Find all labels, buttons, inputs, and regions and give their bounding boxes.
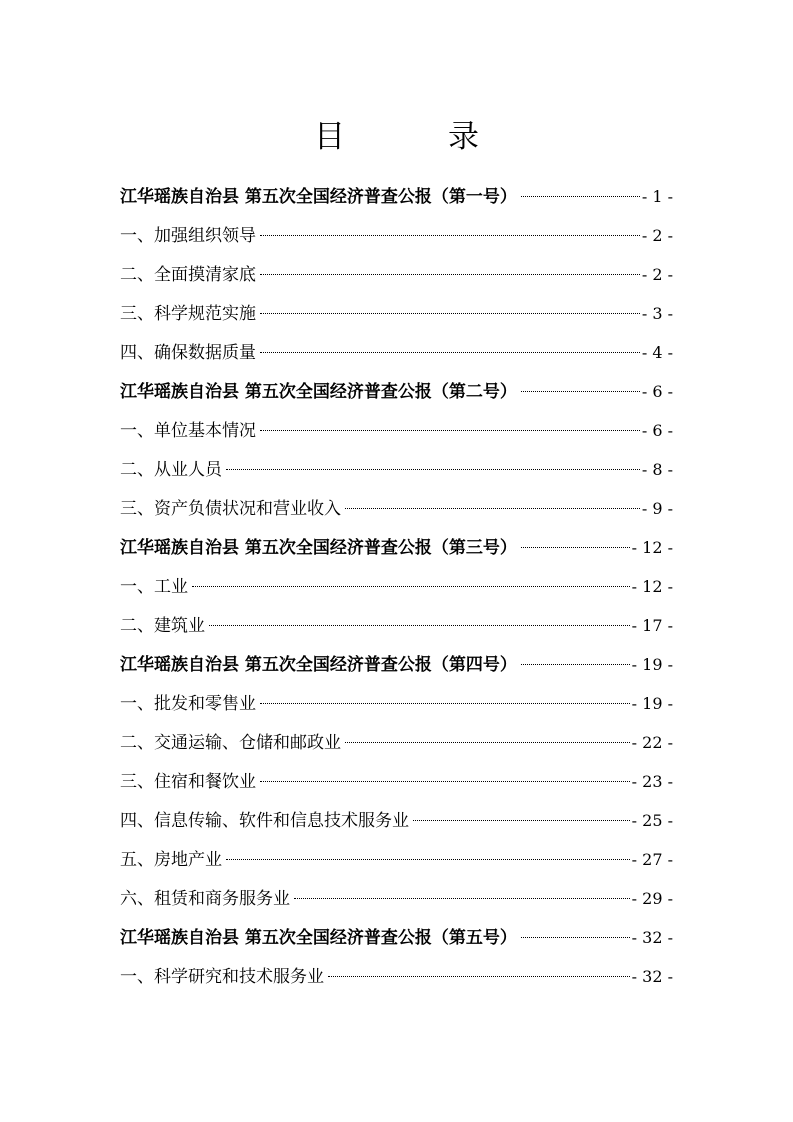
toc-dot-leader xyxy=(521,196,640,197)
toc-dot-leader xyxy=(260,235,640,236)
toc-entry-text: 二、交通运输、仓储和邮政业 xyxy=(120,733,341,753)
toc-entry[interactable] xyxy=(120,762,673,801)
toc-page-number: - 2 - xyxy=(641,226,673,245)
toc-page-number: - 12 - xyxy=(631,538,673,557)
toc-entry[interactable] xyxy=(120,294,673,333)
toc-entry-text: 一、科学研究和技术服务业 xyxy=(120,967,324,987)
table-of-contents xyxy=(120,177,673,996)
toc-page-number: - 12 - xyxy=(631,577,673,596)
toc-entry-text: 三、资产负债状况和营业收入 xyxy=(120,499,341,519)
toc-dot-leader xyxy=(209,625,630,626)
toc-entry-text: 江华瑶族自治县 第五次全国经济普查公报（第三号） xyxy=(120,538,517,558)
toc-dot-leader xyxy=(345,508,640,509)
toc-dot-leader xyxy=(226,859,630,860)
toc-page-number: - 25 - xyxy=(631,811,673,830)
toc-page-number: - 2 - xyxy=(641,265,673,284)
toc-entry-text: 二、全面摸清家底 xyxy=(120,265,256,285)
toc-page-number: - 17 - xyxy=(631,616,673,635)
toc-entry-text: 三、科学规范实施 xyxy=(120,304,256,324)
toc-entry[interactable] xyxy=(120,411,673,450)
toc-dot-leader xyxy=(260,703,630,704)
toc-page-number: - 29 - xyxy=(631,889,673,908)
toc-title: 目 录 xyxy=(314,119,515,155)
toc-page-number: - 1 - xyxy=(641,187,673,206)
toc-page-number: - 6 - xyxy=(641,421,673,440)
toc-page-number: - 19 - xyxy=(631,694,673,713)
toc-entry[interactable] xyxy=(120,489,673,528)
toc-entry[interactable] xyxy=(120,957,673,996)
toc-entry-text: 江华瑶族自治县 第五次全国经济普查公报（第五号） xyxy=(120,928,517,948)
toc-entry-text: 四、信息传输、软件和信息技术服务业 xyxy=(120,811,409,831)
toc-entry-text: 一、加强组织领导 xyxy=(120,226,256,246)
toc-entry[interactable] xyxy=(120,255,673,294)
toc-dot-leader xyxy=(521,391,640,392)
toc-entry-text: 江华瑶族自治县 第五次全国经济普查公报（第二号） xyxy=(120,382,517,402)
toc-entry[interactable] xyxy=(120,840,673,879)
toc-page-number: - 6 - xyxy=(641,382,673,401)
toc-entry-text: 江华瑶族自治县 第五次全国经济普查公报（第一号） xyxy=(120,187,517,207)
toc-page-number: - 4 - xyxy=(641,343,673,362)
toc-entry-text: 三、住宿和餐饮业 xyxy=(120,772,256,792)
toc-entry[interactable] xyxy=(120,606,673,645)
toc-heading-entry[interactable] xyxy=(120,372,673,411)
toc-dot-leader xyxy=(521,664,630,665)
toc-entry-text: 一、单位基本情况 xyxy=(120,421,256,441)
toc-entry-text: 六、租赁和商务服务业 xyxy=(120,889,290,909)
toc-entry-text: 一、工业 xyxy=(120,577,188,597)
toc-entry-text: 五、房地产业 xyxy=(120,850,222,870)
toc-dot-leader xyxy=(192,586,630,587)
toc-entry[interactable] xyxy=(120,567,673,606)
toc-entry[interactable] xyxy=(120,216,673,255)
toc-entry[interactable] xyxy=(120,450,673,489)
toc-dot-leader xyxy=(260,430,640,431)
toc-page-number: - 22 - xyxy=(631,733,673,752)
toc-dot-leader xyxy=(521,937,630,938)
toc-dot-leader xyxy=(328,976,630,977)
toc-dot-leader xyxy=(226,469,640,470)
toc-page-number: - 27 - xyxy=(631,850,673,869)
toc-dot-leader xyxy=(260,352,640,353)
toc-entry-text: 四、确保数据质量 xyxy=(120,343,256,363)
toc-heading-entry[interactable] xyxy=(120,918,673,957)
toc-page-number: - 8 - xyxy=(641,460,673,479)
toc-page-number: - 32 - xyxy=(631,967,673,986)
toc-dot-leader xyxy=(345,742,630,743)
toc-dot-leader xyxy=(260,781,630,782)
toc-entry-text: 一、批发和零售业 xyxy=(120,694,256,714)
toc-dot-leader xyxy=(413,820,630,821)
toc-entry[interactable] xyxy=(120,801,673,840)
toc-page-number: - 9 - xyxy=(641,499,673,518)
toc-entry[interactable] xyxy=(120,684,673,723)
toc-page-number: - 32 - xyxy=(631,928,673,947)
toc-page-number: - 23 - xyxy=(631,772,673,791)
toc-heading-entry[interactable] xyxy=(120,645,673,684)
toc-entry-text: 二、建筑业 xyxy=(120,616,205,636)
toc-heading-entry[interactable] xyxy=(120,177,673,216)
toc-entry-text: 江华瑶族自治县 第五次全国经济普查公报（第四号） xyxy=(120,655,517,675)
toc-dot-leader xyxy=(294,898,630,899)
toc-dot-leader xyxy=(260,274,640,275)
toc-entry[interactable] xyxy=(120,879,673,918)
toc-dot-leader xyxy=(260,313,640,314)
toc-entry[interactable] xyxy=(120,333,673,372)
toc-page-number: - 19 - xyxy=(631,655,673,674)
toc-entry-text: 二、从业人员 xyxy=(120,460,222,480)
toc-entry[interactable] xyxy=(120,723,673,762)
toc-heading-entry[interactable] xyxy=(120,528,673,567)
toc-dot-leader xyxy=(521,547,630,548)
toc-page-number: - 3 - xyxy=(641,304,673,323)
